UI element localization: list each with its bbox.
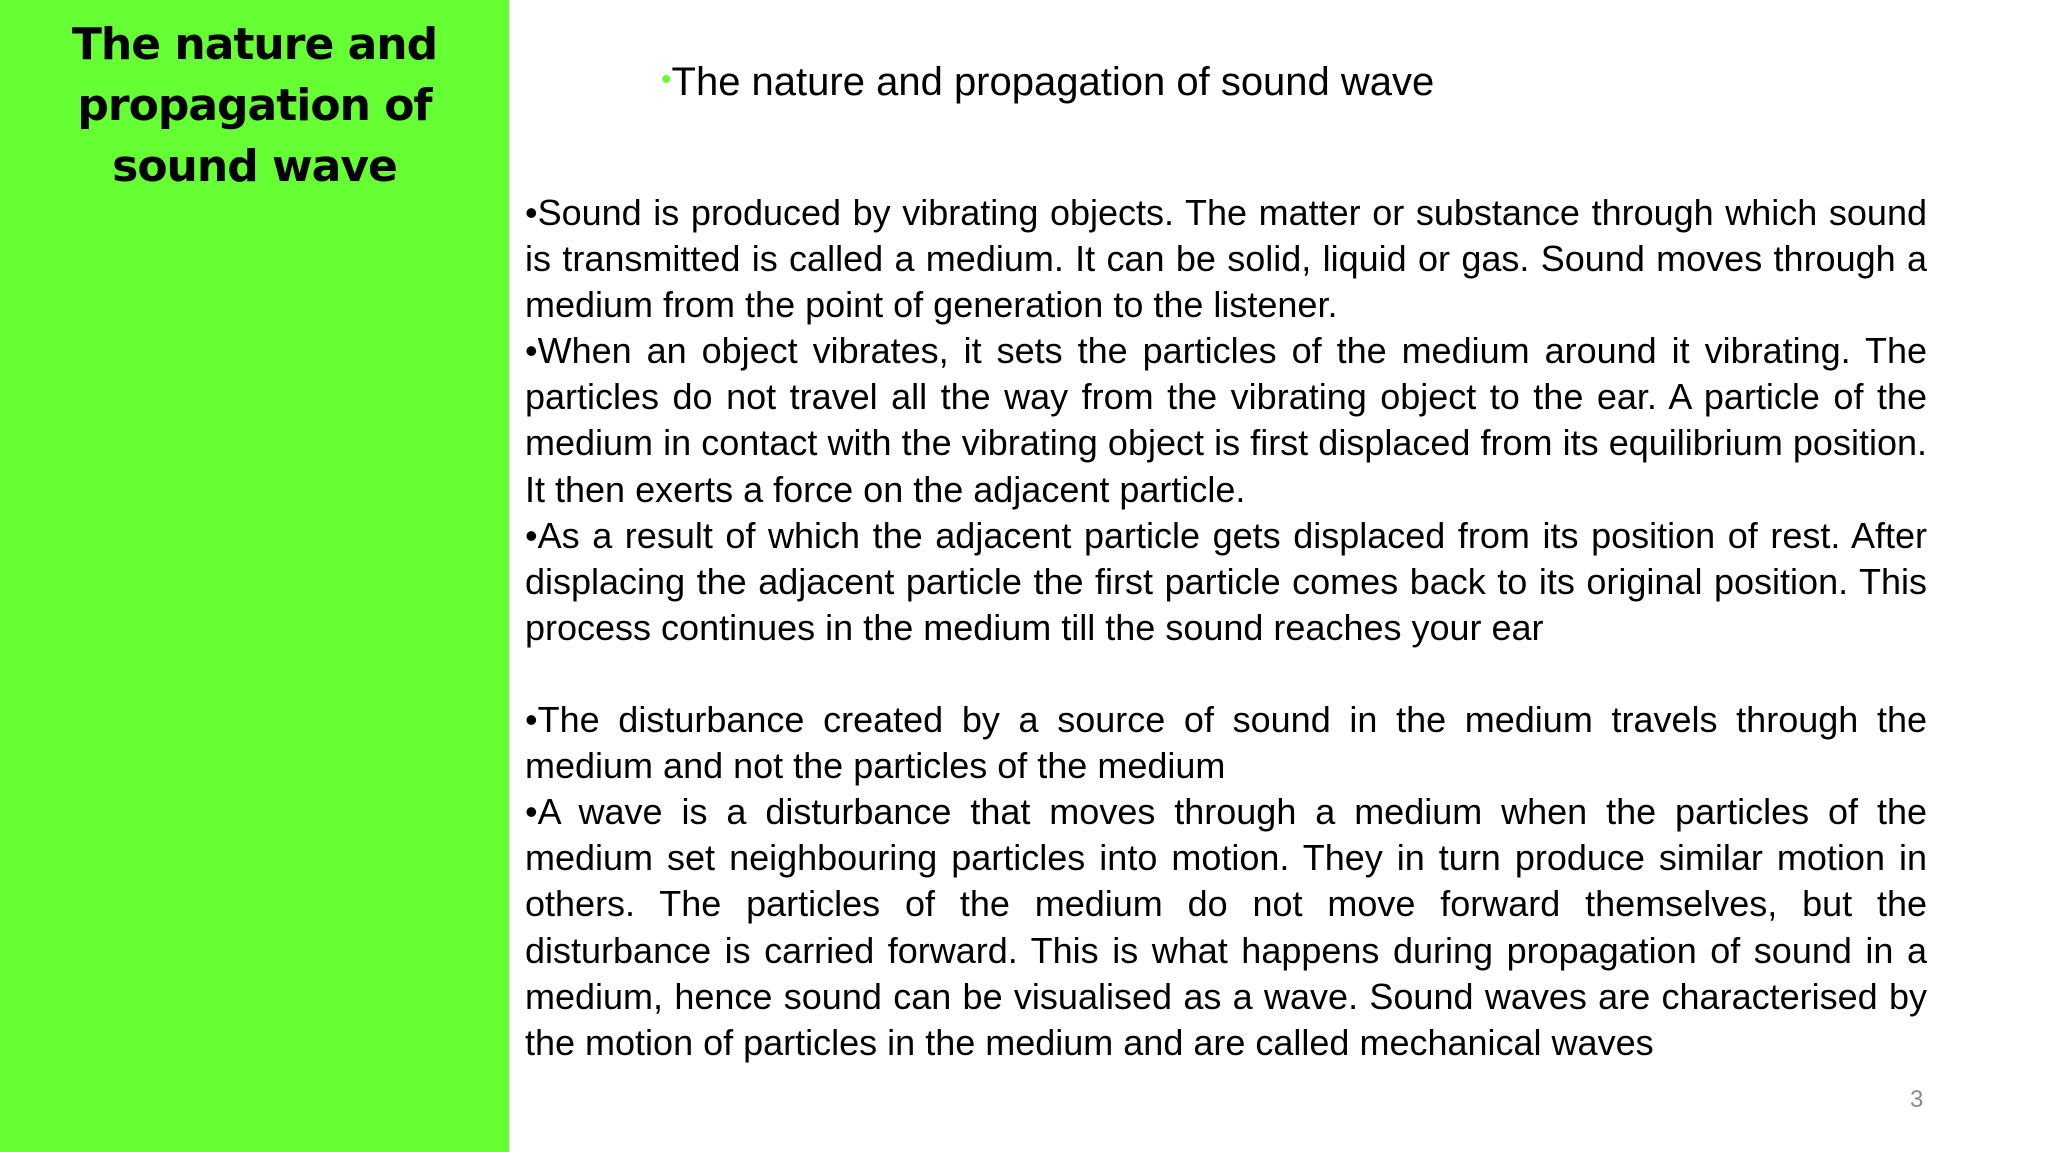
paragraph-particle-vibration: •When an object vibrates, it sets the particles of the medium around it vibrating. The particles do not travel all the way from the vibrating object to the ear. A particle of the medium in contact with the vibrating object is first displaced from its equilibrium position. It then exerts a force on the adjacent particle. [525, 330, 1927, 510]
bullet-icon: • [661, 63, 672, 96]
paragraph-wave-definition: •A wave is a disturbance that moves through a medium when the particles of the medium set neighbouring particles into motion. They in turn produce similar motion in others. The particles of the medium do not move forward themselves, but the disturbance is carried forward. This is what happens during propagation of sound in a medium, hence sound can be visualised as a wave. Sound waves are characterised by the motion of particles in the medium and are called mechanical waves [525, 791, 1927, 1063]
paragraph-spacer [525, 651, 1927, 697]
content-heading [661, 56, 1434, 106]
paragraph-adjacent-particle: •As a result of which the adjacent particle gets displaced from its position of rest. After displacing the adjacent particle the first particle comes back to its original position. This process continues in the medium till the sound reaches your ear [525, 514, 1927, 648]
content-heading-text: The nature and propagation of sound wave [671, 60, 1435, 104]
paragraph-sound-production: •Sound is produced by vibrating objects. The matter or substance through which sound is transmitted is called a medium. It can be solid, liquid or gas. Sound moves through a medium from the point of generation to the listener. [525, 192, 1927, 326]
content-body [525, 190, 1927, 1066]
paragraph-disturbance: •The disturbance created by a source of sound in the medium travels through the medium and not the particles of the medium [525, 699, 1927, 787]
side-panel [0, 0, 509, 1152]
slide-title: The nature and propagation of sound wave [71, 19, 438, 192]
page-number: 3 [1910, 1086, 1924, 1113]
